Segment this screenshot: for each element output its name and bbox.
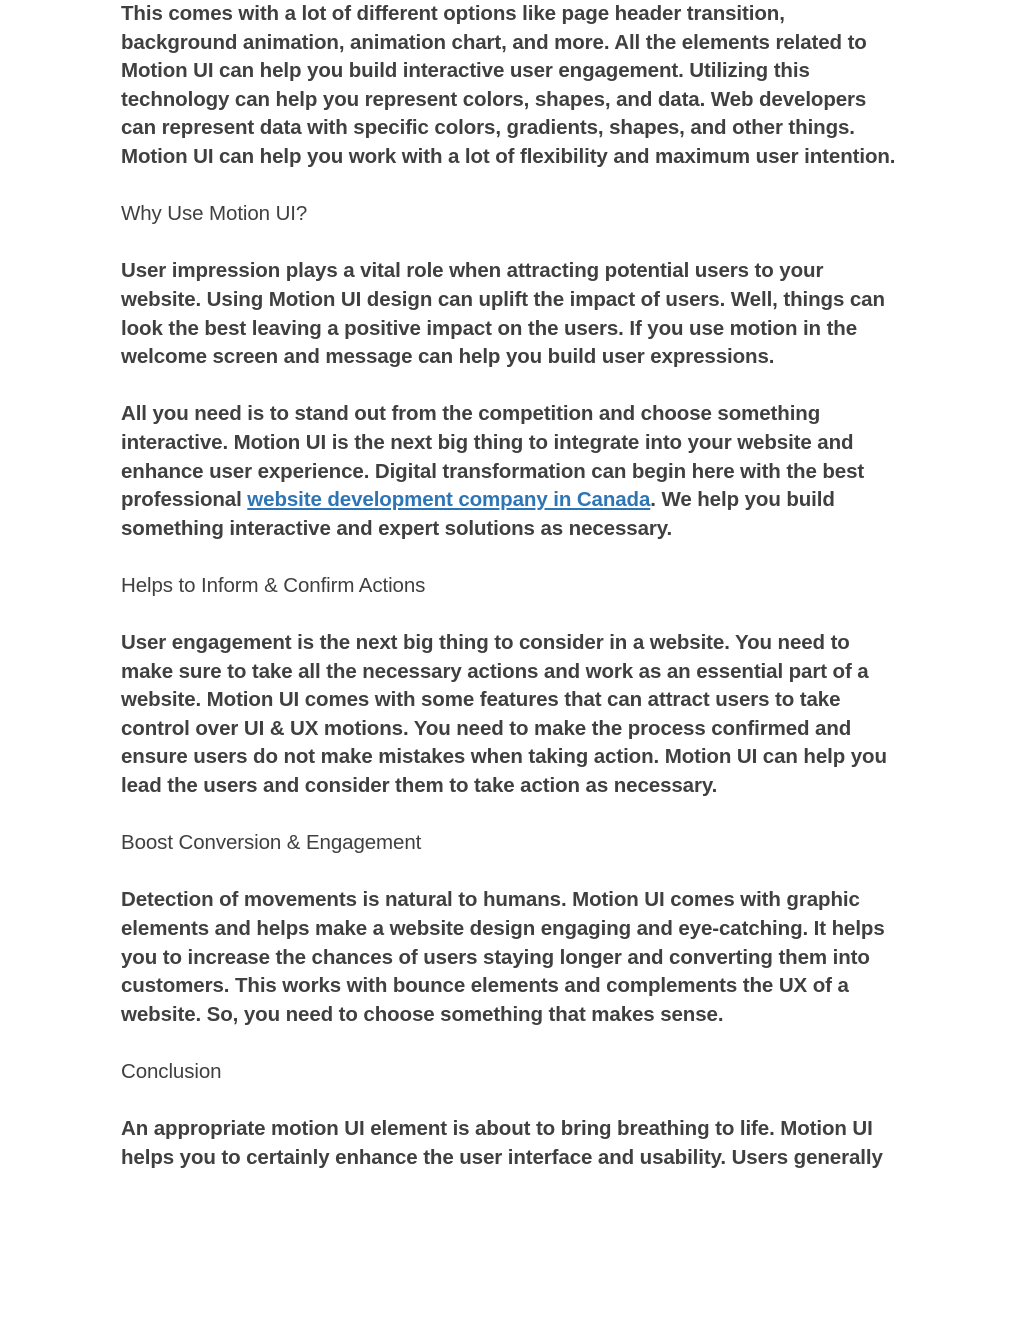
paragraph-intro: This comes with a lot of different options like page header transition, background animation, animation chart, and more. All the elements related to Motion UI can help you build interactive user engagement. Utilizing this technology can help you represent colors, shapes, and data. Web developers can represent data with specific colors, gradients, shapes, and other things. Motion UI can help you work with a lot of flexibility and maximum user intention. — [121, 2, 896, 168]
heading-inform-confirm-actions: Helps to Inform & Confirm Actions — [121, 573, 426, 597]
paragraph-detection-of-movements: Detection of movements is natural to humans. Motion UI comes with graphic elements and helps make a website design engaging and eye-catching. It helps you to increase the chances of users staying longer and converting them into customers. This works with bounce elements and complements the UX of a website. So, you need to choose something that makes sense. — [121, 888, 885, 1026]
heading-conclusion: Conclusion — [121, 1059, 222, 1083]
paragraph-stand-out — [121, 400, 901, 543]
heading-why-use-motion-ui: Why Use Motion UI? — [121, 202, 308, 226]
document-page — [121, 0, 901, 1172]
paragraph-user-engagement: User engagement is the next big thing to consider in a website. You need to make sure to take all the necessary actions and work as an essential part of a website. Motion UI comes with some features that can attract users to take control over UI & UX motions. You need to make the process confirmed and ensure users do not make mistakes when taking action. Motion UI can help you lead the users and consider them to take action as necessary. — [121, 631, 887, 798]
heading-boost-conversion: Boost Conversion & Engagement — [121, 831, 422, 855]
paragraph-stand-out-text-before: All you need is to stand out from the competition and choose something interactive. Motion UI is the next big thing to integrate into your website and enhance user experience. Digital transformation can begin here with the best professional — [121, 402, 865, 512]
website-development-company-link[interactable]: website development company in Canada — [247, 488, 651, 512]
paragraph-user-impression: User impression plays a vital role when attracting potential users to your website. Using Motion UI design can uplift the impact of users. Well, things can look the best leaving a positive impact on the users. If you use motion in the welcome screen and message can help you build user expressions. — [121, 259, 885, 369]
paragraph-stand-out-text-after: . We help you build something interactive and expert solutions as necessary. — [121, 488, 835, 540]
paragraph-conclusion: An appropriate motion UI element is about to bring breathing to life. Motion UI helps you to certainly enhance the user interface and usability. Users generally — [121, 1117, 883, 1169]
